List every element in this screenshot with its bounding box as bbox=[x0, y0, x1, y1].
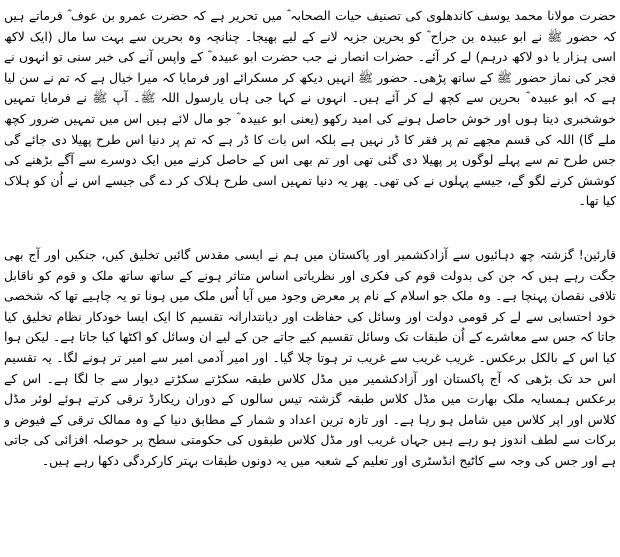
paragraph-spacer bbox=[4, 212, 616, 245]
urdu-document-page bbox=[4, 2, 616, 555]
paragraph-hadith-narration: حضرت مولانا محمد یوسف کاندھلوی کی تصنیف حیات الصحابہ ؓ میں تحریر ہے کہ حضرت عمرو بن عوف ؓ فرماتے ہیں کہ حضور ﷺ نے ابو عبیدہ بن جراح ؓ کو بحرین جزیہ لانے کے لیے بھیجا۔ چنانچہ وہ بحرین سے بہت سا مال (ایک لاکھ اسی ہزار یا دو لاکھ درہم) لے کر آئے۔ حضرات انصار نے جب حضرت ابو عبیدہ ؓ کے واپس آنے کی خبر سنی تو انہوں نے فجر کی نماز حضور ﷺ کے ساتھ پڑھی۔ حضور ﷺ انہیں دیکھ کر مسکرائے اور فرمایا کہ میرا خیال ہے کہ تم نے سن لیا ہے کہ ابو عبیدہ ؓ بحرین سے کچھ لے کر آئے ہیں۔ انہوں نے کہا جی ہاں یارسول اللہ ﷺ۔ آپ ﷺ نے فرمایا تمہیں خوشخبری دیتا ہوں اور خوش حاصل ہونے کی امید رکھو (یعنی ابو عبیدہ ؓ جو مال لائے ہیں اس میں تمہیں ضرور کچھ ملے گا) اللہ کی قسم مجھے تم پر فقر کا ڈر نہیں ہے بلکہ اس بات کا ڈر ہے کہ تم پر دنیا اس طرح پھیلا دی جائے گی جس طرح تم سے پہلے لوگوں پر پھیلا دی گئی تھی اور تم بھی اس کے حاصل کرنے میں ایک دوسرے سے آگے بڑھنے کی کوشش کرنے لگو گے، جیسے پہلوں نے کی تھی۔ پھر یہ دنیا تمہیں اسی طرح ہلاک کر دے گی جیسے اس نے اُن کو ہلاک کیا تھا۔ bbox=[4, 8, 616, 209]
paragraph-readers-commentary: قارئین! گزشتہ چھ دہائیوں سے آزادکشمیر اور پاکستان میں ہم نے ایسی مقدس گائیں تخلیق کیں، جنکیں اور آج بھی جگت رہے ہیں کہ جن کی بدولت قوم کی فکری اور نظریاتی اساس متاثر ہونے کے ساتھ ساتھ ملک و قوم کو ناقابل تلافی نقصان پہنچا ہے۔ وہ ملک جو اسلام کے نام پر معرض وجود میں آیا اُس ملک میں ہونا تو یہ چاہیے تھا کہ شخصی خود احتسابی سے لے کر قومی دولت اور وسائل کی حفاظت اور دیانتدارانہ تقسیم کا ایک ایسا خودکار نظام تخلیق کیا جاتا کہ جس سے معاشرے کے اُن طبقات تک وسائل تقسیم کیے جاتے جن کے لیے ان وسائل کو اکٹھا کیا جاتا ہے۔ لیکن ہوا کیا اس کے بالکل برعکس۔ غریب غریب سے غریب تر ہوتا چلا گیا۔ اور امیر آدمی امیر سے امیر تر ہونے لگا۔ یہ تقسیم اس حد تک بڑھی کہ آج پاکستان اور آزادکشمیر میں مڈل کلاس طبقہ سکڑتے سکڑتے دیوار سے جا لگا ہے۔ اس کے برعکس ہمسایہ ملک بھارت میں مڈل کلاس طبقہ گزشتہ تیس سالوں کے دوران ریکارڈ ترقی کرتے ہوئے لوئر مڈل کلاس اور اپر کلاس میں شامل ہو رہا ہے۔ اور تازہ ترین اعداد و شمار کے مطابق دنیا کے وہ ممالک ترقی کے فیوض و برکات سے لطف اندوز ہو رہے ہیں جہاں غریب اور مڈل کلاس طبقوں کی حکومتی سطح پر حوصلہ افزائی کی جاتی ہے اور جس کی وجہ سے کاٹیج انڈسٹری اور تعلیم کے شعبہ میں یہ دونوں طبقات بہتر کارکردگی دکھا رہے ہیں۔ bbox=[4, 246, 616, 468]
